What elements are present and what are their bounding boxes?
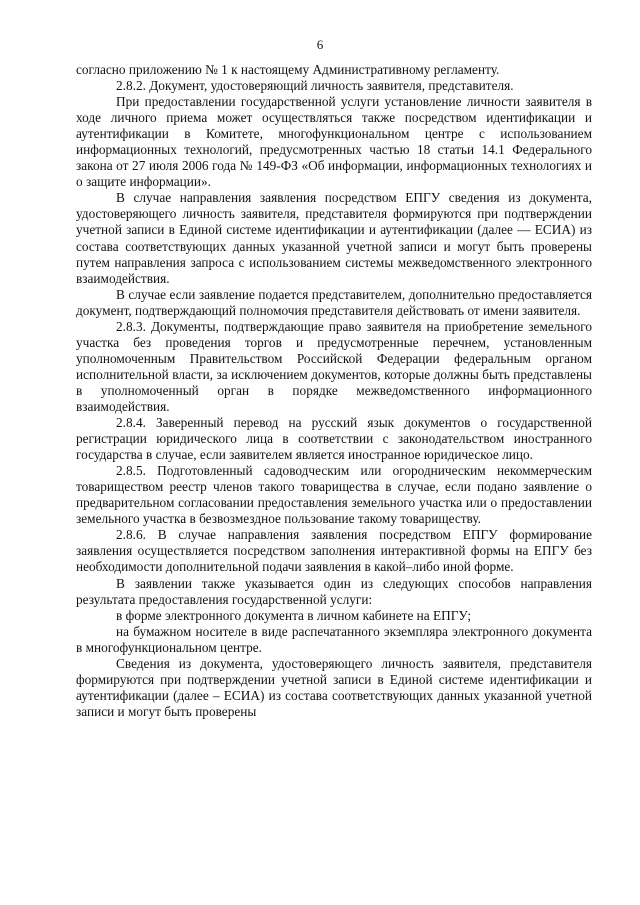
paragraph: При предоставлении государственной услуги установление личности заявителя в ходе личного приема может осуществляться также посредством идентификации и аутентификации в Комитете, многофункциональном центре с использованием информационных технологий, предусмотренных частью 18 статьи 14.1 Федерального закона от 27 июля 2006 года № 149-ФЗ «Об информации, информационных технологиях и о защите информации».	[76, 94, 592, 190]
paragraph: 2.8.6. В случае направления заявления посредством ЕПГУ формирование заявления осуществляется посредством заполнения интерактивной формы на ЕПГУ без необходимости дополнительной подачи заявления в какой–либо иной форме.	[76, 527, 592, 575]
paragraph: 2.8.3. Документы, подтверждающие право заявителя на приобретение земельного участка без проведения торгов и предусмотренные перечнем, установленным уполномоченным Правительством Российской Федерации федеральным органом исполнительной власти, за исключением документов, которые должны быть представлены в уполномоченный орган в порядке межведомственного информационного взаимодействия.	[76, 318, 592, 414]
paragraph: В случае направления заявления посредством ЕПГУ сведения из документа, удостоверяющего личность заявителя, представителя формируются при подтверждении учетной записи в Единой системе идентификации и аутентификации (далее — ЕСИА) из состава соответствующих данных указанной учетной записи и могут быть проверены путем направления запроса с использованием системы межведомственного электронного взаимодействия.	[76, 190, 592, 286]
paragraph: В заявлении также указывается один из следующих способов направления результата предоставления государственной услуги:	[76, 575, 592, 607]
paragraph: 2.8.2. Документ, удостоверяющий личность заявителя, представителя.	[116, 78, 514, 94]
paragraph: в форме электронного документа в личном кабинете на ЕПГУ;	[116, 607, 472, 623]
paragraph: В случае если заявление подается представителем, дополнительно предоставляется документ, подтверждающий полномочия представителя действовать от имени заявителя.	[76, 286, 592, 318]
page-number: 6	[316, 37, 324, 52]
paragraph: Сведения из документа, удостоверяющего личность заявителя, представителя формируются при подтверждении учетной записи в Единой системе идентификации и аутентификации (далее – ЕСИА) из состава соответствующих данных указанной учетной записи и могут быть проверены	[76, 655, 592, 719]
paragraph: 2.8.5. Подготовленный садоводческим или огородническим некоммерческим товариществом реестр членов такого товарищества в случае, если подано заявление о предварительном согласовании предоставления земельного участка или о предоставлении земельного участка в безвозмездное пользование такому товариществу.	[76, 463, 592, 527]
paragraph: согласно приложению № 1 к настоящему Административному регламенту.	[76, 62, 500, 77]
paragraph: 2.8.4. Заверенный перевод на русский язык документов о государственной регистрации юридического лица в соответствии с законодательством иностранного государства в случае, если заявителем является иностранное юридическое лицо.	[76, 415, 592, 463]
document-body	[76, 62, 592, 720]
paragraph: на бумажном носителе в виде распечатанного экземпляра электронного документа в многофункциональном центре.	[76, 623, 592, 655]
